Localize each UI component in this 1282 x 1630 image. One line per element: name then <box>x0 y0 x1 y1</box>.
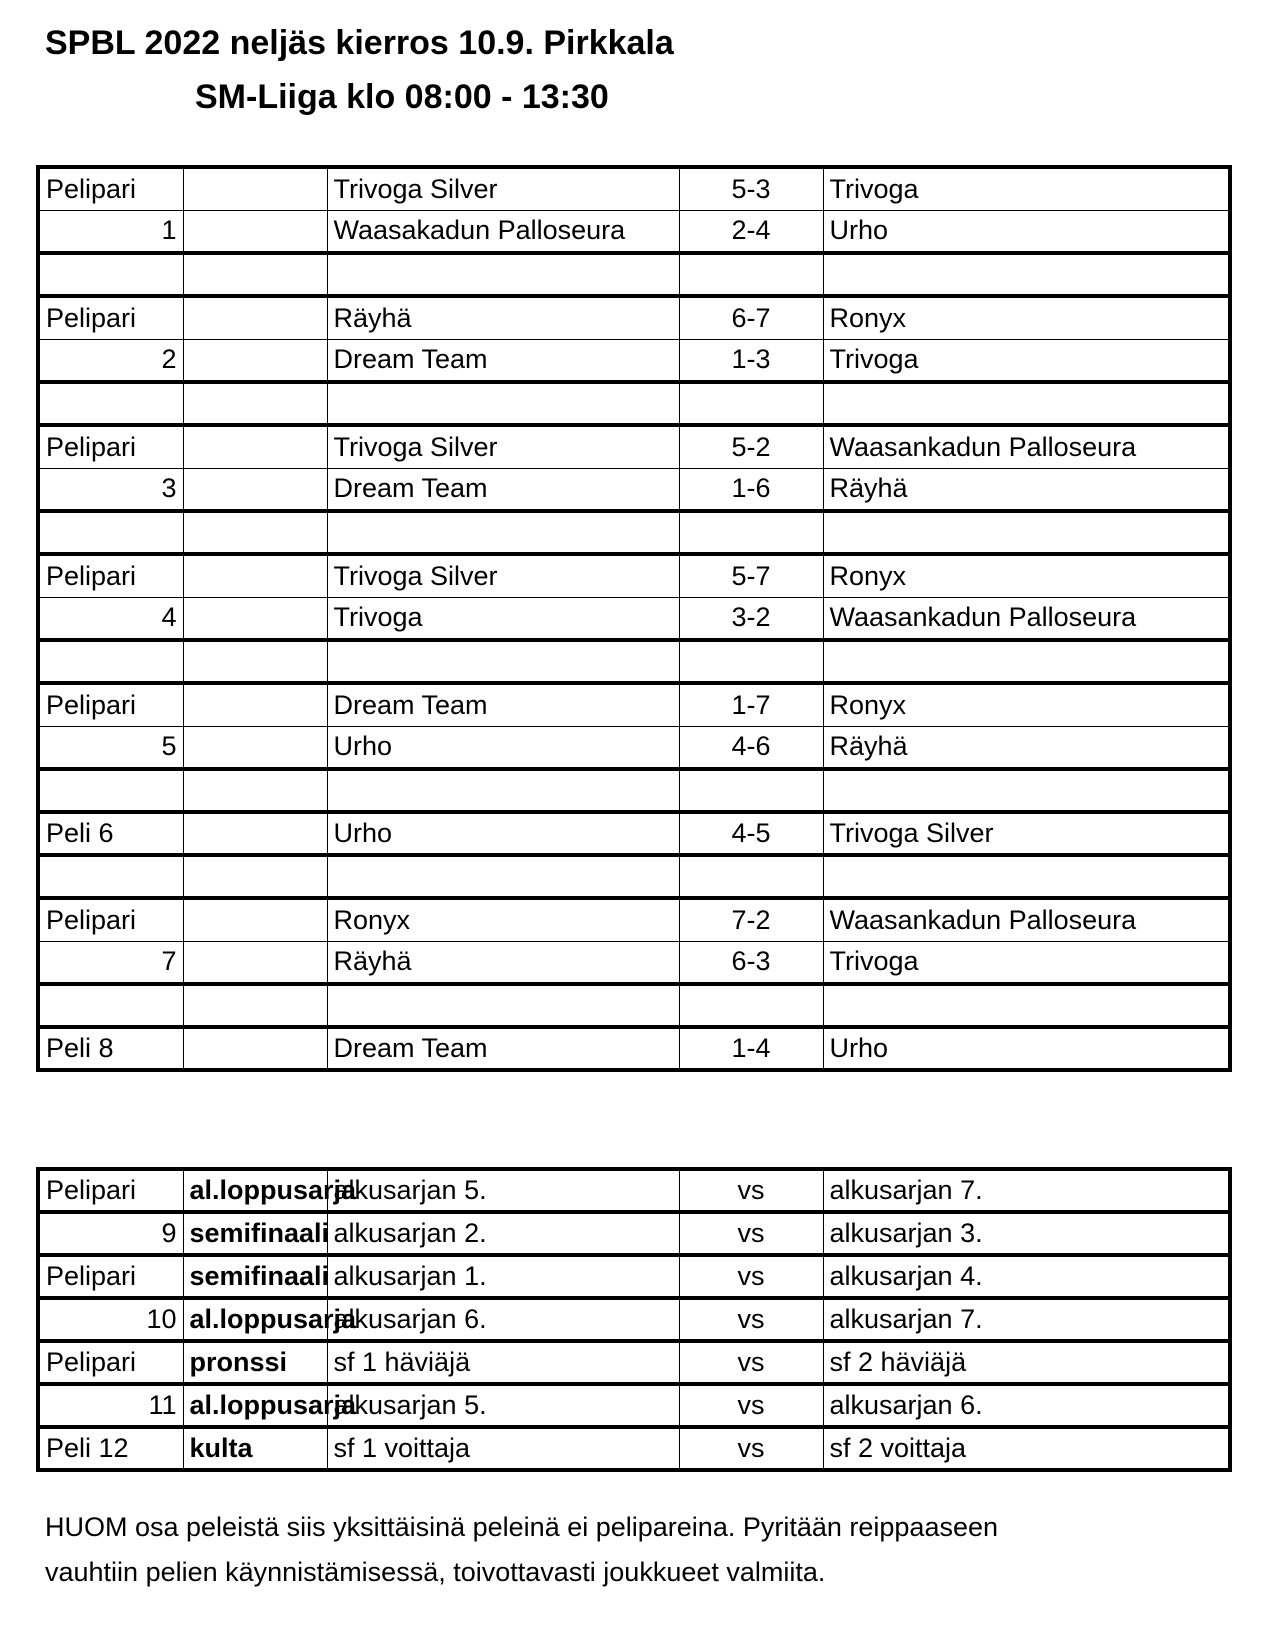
home-team: Urho <box>327 726 679 769</box>
empty-cell <box>183 597 327 640</box>
empty-cell <box>183 683 327 726</box>
away-team: Räyhä <box>823 726 1230 769</box>
score: 1-6 <box>679 468 823 511</box>
empty-cell <box>823 253 1230 296</box>
home-slot: sf 1 häviäjä <box>327 1341 679 1384</box>
final-row <box>38 1427 1230 1470</box>
game-row <box>38 210 1230 253</box>
game-row <box>38 812 1230 855</box>
note-line-2: vauhtiin pelien käynnistämisessä, toivottavasti joukkueet valmiita. <box>45 1557 826 1587</box>
away-team: Urho <box>823 1027 1230 1070</box>
home-team: Trivoga Silver <box>327 425 679 468</box>
empty-cell <box>327 511 679 554</box>
empty-cell <box>823 640 1230 683</box>
empty-cell <box>183 253 327 296</box>
home-team: Waasakadun Palloseura <box>327 210 679 253</box>
empty-cell <box>823 855 1230 898</box>
home-slot: sf 1 voittaja <box>327 1427 679 1470</box>
empty-cell <box>38 984 183 1027</box>
pair-number: 5 <box>38 726 183 769</box>
empty-cell <box>327 253 679 296</box>
empty-cell <box>823 382 1230 425</box>
empty-cell <box>38 769 183 812</box>
score: 6-3 <box>679 941 823 984</box>
empty-cell <box>183 984 327 1027</box>
home-team: Ronyx <box>327 898 679 941</box>
game-row <box>38 597 1230 640</box>
empty-cell <box>183 210 327 253</box>
pair-label: Pelipari <box>38 1341 183 1384</box>
away-team: Trivoga Silver <box>823 812 1230 855</box>
home-team: Räyhä <box>327 296 679 339</box>
home-team: Räyhä <box>327 941 679 984</box>
score: 2-4 <box>679 210 823 253</box>
note-line-1: HUOM osa peleistä siis yksittäisinä peleinä ei pelipareina. Pyritään reippaaseen <box>45 1512 999 1542</box>
home-team: Dream Team <box>327 468 679 511</box>
empty-cell <box>183 640 327 683</box>
pair-number: 1 <box>38 210 183 253</box>
empty-cell <box>183 855 327 898</box>
game-row <box>38 726 1230 769</box>
score: 5-7 <box>679 554 823 597</box>
empty-cell <box>183 382 327 425</box>
spacer-row <box>38 640 1230 683</box>
empty-cell <box>183 511 327 554</box>
pair-label: Pelipari <box>38 296 183 339</box>
page-title: SPBL 2022 neljäs kierros 10.9. Pirkkala <box>45 24 674 62</box>
stage-label: semifinaali <box>183 1212 327 1255</box>
game-row <box>38 167 1230 210</box>
away-slot: alkusarjan 6. <box>823 1384 1230 1427</box>
final-row <box>38 1169 1230 1212</box>
away-slot: alkusarjan 3. <box>823 1212 1230 1255</box>
final-row <box>38 1212 1230 1255</box>
pair-label: Pelipari <box>38 554 183 597</box>
empty-cell <box>679 769 823 812</box>
stage-label: kulta <box>183 1427 327 1470</box>
score: 1-4 <box>679 1027 823 1070</box>
empty-cell <box>183 898 327 941</box>
pair-label: Pelipari <box>38 898 183 941</box>
vs-label: vs <box>679 1341 823 1384</box>
empty-cell <box>183 726 327 769</box>
away-slot: alkusarjan 7. <box>823 1169 1230 1212</box>
stage-label: pronssi <box>183 1341 327 1384</box>
pair-number: 9 <box>38 1212 183 1255</box>
away-slot: sf 2 häviäjä <box>823 1341 1230 1384</box>
empty-cell <box>679 253 823 296</box>
empty-cell <box>183 812 327 855</box>
vs-label: vs <box>679 1212 823 1255</box>
pair-label: Pelipari <box>38 1169 183 1212</box>
away-team: Waasankadun Palloseura <box>823 597 1230 640</box>
game-row <box>38 683 1230 726</box>
spacer-row <box>38 855 1230 898</box>
pair-number: 7 <box>38 941 183 984</box>
away-team: Trivoga <box>823 339 1230 382</box>
empty-cell <box>823 511 1230 554</box>
empty-cell <box>183 554 327 597</box>
empty-cell <box>183 468 327 511</box>
vs-label: vs <box>679 1298 823 1341</box>
empty-cell <box>679 855 823 898</box>
group-stage-table <box>36 165 1232 1072</box>
spacer-row <box>38 511 1230 554</box>
score: 7-2 <box>679 898 823 941</box>
score: 3-2 <box>679 597 823 640</box>
empty-cell <box>183 167 327 210</box>
final-row <box>38 1384 1230 1427</box>
game-row <box>38 898 1230 941</box>
score: 4-5 <box>679 812 823 855</box>
game-row <box>38 339 1230 382</box>
spacer-row <box>38 769 1230 812</box>
pair-label: Pelipari <box>38 425 183 468</box>
away-team: Ronyx <box>823 683 1230 726</box>
away-team: Räyhä <box>823 468 1230 511</box>
empty-cell <box>823 984 1230 1027</box>
final-row <box>38 1298 1230 1341</box>
pair-label: Pelipari <box>38 1255 183 1298</box>
note <box>45 1505 1195 1595</box>
home-team: Trivoga Silver <box>327 554 679 597</box>
spacer-row <box>38 984 1230 1027</box>
empty-cell <box>823 769 1230 812</box>
pair-label: Peli 12 <box>38 1427 183 1470</box>
home-slot: alkusarjan 6. <box>327 1298 679 1341</box>
away-team: Ronyx <box>823 296 1230 339</box>
score: 5-2 <box>679 425 823 468</box>
finals-table <box>36 1167 1232 1472</box>
away-team: Ronyx <box>823 554 1230 597</box>
empty-cell <box>679 382 823 425</box>
spacer-row <box>38 253 1230 296</box>
game-row <box>38 554 1230 597</box>
empty-cell <box>38 382 183 425</box>
pair-number: 2 <box>38 339 183 382</box>
home-team: Urho <box>327 812 679 855</box>
away-team: Waasankadun Palloseura <box>823 898 1230 941</box>
home-slot: alkusarjan 1. <box>327 1255 679 1298</box>
home-slot: alkusarjan 2. <box>327 1212 679 1255</box>
away-team: Trivoga <box>823 167 1230 210</box>
empty-cell <box>183 296 327 339</box>
away-team: Urho <box>823 210 1230 253</box>
stage-label: semifinaali <box>183 1255 327 1298</box>
home-team: Trivoga <box>327 597 679 640</box>
empty-cell <box>38 640 183 683</box>
pair-label: Pelipari <box>38 167 183 210</box>
vs-label: vs <box>679 1427 823 1470</box>
home-team: Dream Team <box>327 339 679 382</box>
vs-label: vs <box>679 1255 823 1298</box>
vs-label: vs <box>679 1169 823 1212</box>
final-row <box>38 1255 1230 1298</box>
pair-label: Peli 6 <box>38 812 183 855</box>
score: 1-7 <box>679 683 823 726</box>
home-slot: alkusarjan 5. <box>327 1169 679 1212</box>
empty-cell <box>183 425 327 468</box>
empty-cell <box>183 941 327 984</box>
game-row <box>38 296 1230 339</box>
home-slot: alkusarjan 5. <box>327 1384 679 1427</box>
page-subtitle: SM-Liiga klo 08:00 - 13:30 <box>195 78 609 116</box>
pair-number: 3 <box>38 468 183 511</box>
empty-cell <box>183 769 327 812</box>
empty-cell <box>327 640 679 683</box>
score: 6-7 <box>679 296 823 339</box>
pair-label: Peli 8 <box>38 1027 183 1070</box>
spacer-row <box>38 382 1230 425</box>
pair-number: 11 <box>38 1384 183 1427</box>
empty-cell <box>38 855 183 898</box>
away-team: Waasankadun Palloseura <box>823 425 1230 468</box>
empty-cell <box>327 769 679 812</box>
pair-number: 10 <box>38 1298 183 1341</box>
empty-cell <box>327 984 679 1027</box>
empty-cell <box>679 640 823 683</box>
stage-label: al.loppusarja <box>183 1169 327 1212</box>
empty-cell <box>327 382 679 425</box>
home-team: Trivoga Silver <box>327 167 679 210</box>
score: 5-3 <box>679 167 823 210</box>
home-team: Dream Team <box>327 1027 679 1070</box>
empty-cell <box>183 339 327 382</box>
away-slot: sf 2 voittaja <box>823 1427 1230 1470</box>
empty-cell <box>38 253 183 296</box>
game-row <box>38 941 1230 984</box>
vs-label: vs <box>679 1384 823 1427</box>
away-slot: alkusarjan 7. <box>823 1298 1230 1341</box>
stage-label: al.loppusarja <box>183 1298 327 1341</box>
empty-cell <box>679 984 823 1027</box>
home-team: Dream Team <box>327 683 679 726</box>
empty-cell <box>183 1027 327 1070</box>
empty-cell <box>38 511 183 554</box>
pair-number: 4 <box>38 597 183 640</box>
away-slot: alkusarjan 4. <box>823 1255 1230 1298</box>
pair-label: Pelipari <box>38 683 183 726</box>
empty-cell <box>327 855 679 898</box>
away-team: Trivoga <box>823 941 1230 984</box>
stage-label: al.loppusarja <box>183 1384 327 1427</box>
game-row <box>38 1027 1230 1070</box>
final-row <box>38 1341 1230 1384</box>
game-row <box>38 425 1230 468</box>
empty-cell <box>679 511 823 554</box>
game-row <box>38 468 1230 511</box>
score: 1-3 <box>679 339 823 382</box>
score: 4-6 <box>679 726 823 769</box>
